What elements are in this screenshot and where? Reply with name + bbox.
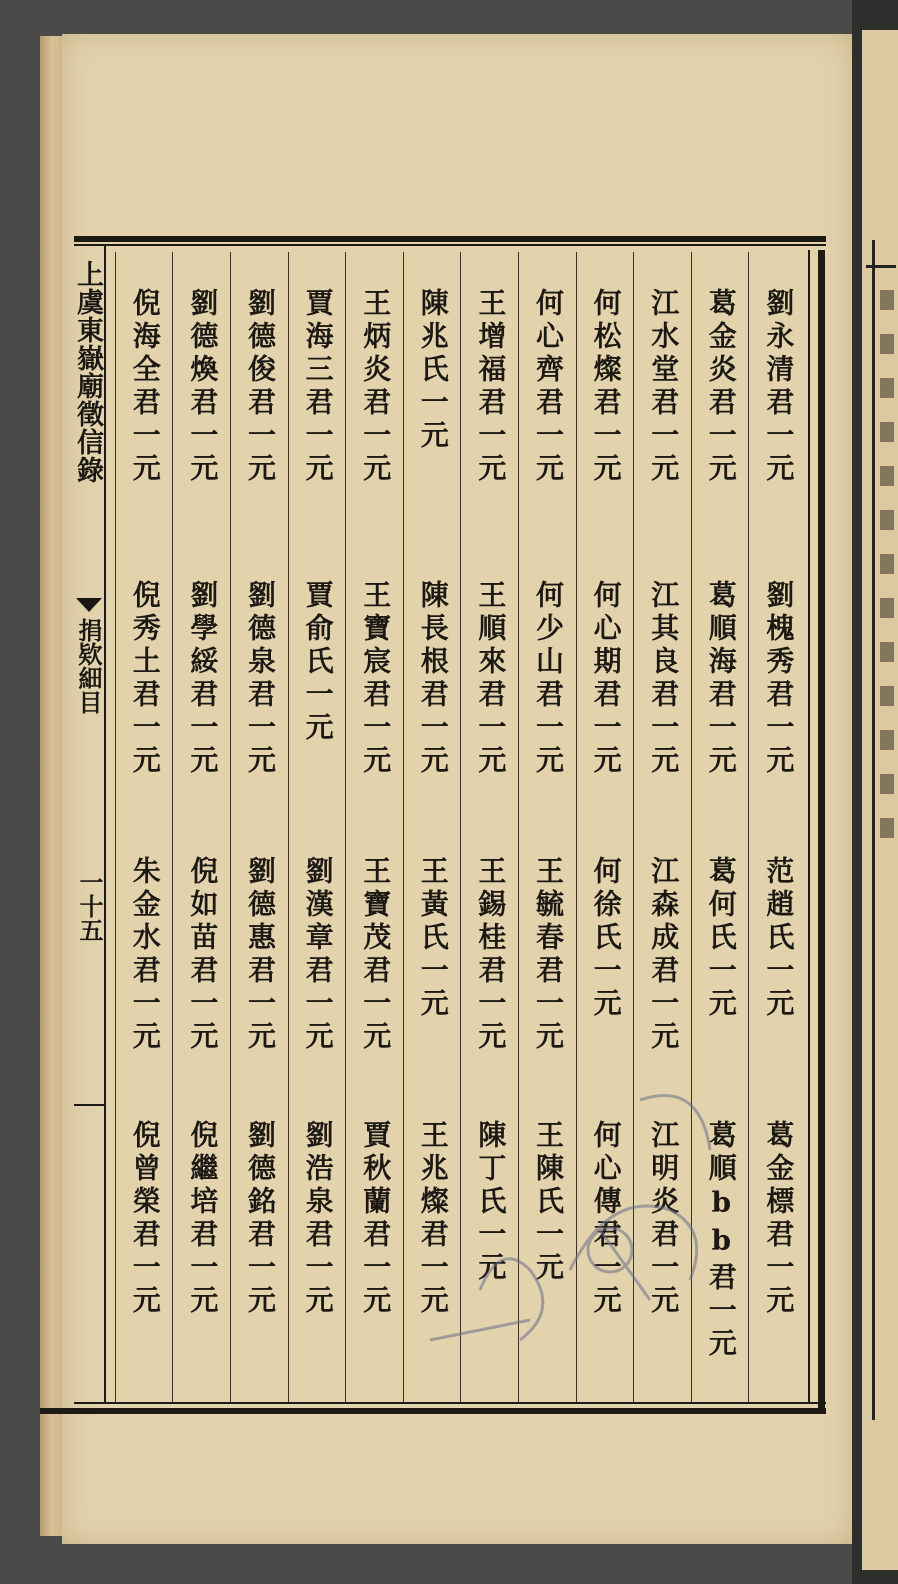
donation-entry: 何徐氏一元 — [589, 856, 623, 1021]
donation-entry: 劉永清君一元 — [762, 288, 796, 486]
donation-entry: 陳長根君一元 — [416, 580, 450, 778]
donation-entry: 王順來君一元 — [474, 580, 508, 778]
donation-entry: 劉學綏君一元 — [186, 580, 220, 778]
donation-entry: 劉德泉君一元 — [244, 580, 277, 778]
frame-right-rule-thin — [808, 250, 810, 1404]
fishtail-mark — [76, 598, 102, 612]
donation-entry: 劉德俊君一元 — [244, 288, 277, 486]
donation-entry: 賈海三君一元 — [301, 288, 335, 486]
donation-entry: 倪海全君一元 — [128, 288, 162, 486]
section-title: 捐欵細目 — [74, 618, 103, 714]
donation-entry: 葛金炎君一元 — [704, 288, 738, 486]
adjacent-page-text — [880, 290, 894, 850]
donation-entry: 倪如苗君一元 — [186, 856, 220, 1054]
donation-entry: 何少山君一元 — [532, 580, 565, 778]
donation-entry: 王寶宸君一元 — [359, 580, 393, 778]
library-stamp — [410, 1040, 740, 1370]
donation-entry: 劉德煥君一元 — [186, 288, 220, 486]
donation-entry: 何松燦君一元 — [589, 288, 623, 486]
donation-entry: 劉浩泉君一元 — [301, 1120, 335, 1318]
frame-bottom-rule-thin — [74, 1402, 826, 1404]
donation-entry: 江其良君一元 — [647, 580, 681, 778]
donation-entry: 王錫桂君一元 — [474, 856, 508, 1054]
donation-entry: 葛順海君一元 — [704, 580, 738, 778]
donation-entry: 王炳炎君一元 — [359, 288, 393, 486]
donation-entry: 江水堂君一元 — [647, 288, 681, 486]
donation-entry: 王黃氏一元 — [416, 856, 450, 1021]
donation-entry: 葛金標君一元 — [762, 1120, 796, 1318]
donation-entry: 劉槐秀君一元 — [762, 580, 796, 778]
margin-rule — [74, 1104, 104, 1106]
donation-entry: 葛順bb君一元 — [704, 1120, 738, 1361]
donation-entry: 賈俞氏一元 — [301, 580, 335, 745]
donation-entry: 何心齊君一元 — [532, 288, 565, 486]
page-number: 一十五 — [75, 870, 104, 942]
donation-entry: 倪繼培君一元 — [186, 1120, 220, 1318]
donation-entry: 劉漢章君一元 — [301, 856, 335, 1054]
frame-right-rule — [818, 250, 825, 1410]
donation-entry: 何心期君一元 — [589, 580, 623, 778]
donation-entry: 何心傳君一元 — [589, 1120, 623, 1318]
donation-entry: 陳兆氏一元 — [416, 288, 450, 453]
page-margin-heading — [74, 250, 104, 1404]
frame-top-rule — [74, 236, 826, 242]
adjacent-page-border — [872, 240, 875, 1420]
donation-entry: 葛何氏一元 — [704, 856, 738, 1021]
donation-entry: 王毓春君一元 — [532, 856, 565, 1054]
donation-entry: 王寶茂君一元 — [359, 856, 393, 1054]
donation-entry: 賈秋蘭君一元 — [359, 1120, 393, 1318]
donation-entry: 范趙氏一元 — [762, 856, 796, 1021]
frame-left-rule — [104, 246, 106, 1404]
donation-entry: 江森成君一元 — [647, 856, 681, 1054]
donation-entry: 倪曾榮君一元 — [128, 1120, 162, 1318]
book-title: 上虞東嶽廟徵信錄 — [72, 260, 103, 484]
donation-entry: 劉德惠君一元 — [244, 856, 277, 1054]
donation-entry: 倪秀土君一元 — [128, 580, 162, 778]
donation-entry: 陳丁氏一元 — [474, 1120, 508, 1285]
donation-entry: 江明炎君一元 — [647, 1120, 681, 1318]
donation-entry: 王陳氏一元 — [532, 1120, 565, 1285]
adjacent-page-border-top — [866, 265, 896, 268]
donation-entry: 王兆燦君一元 — [416, 1120, 450, 1318]
donation-entry: 劉德銘君一元 — [244, 1120, 277, 1318]
donation-entry: 朱金水君一元 — [128, 856, 162, 1054]
donation-entry: 王增福君一元 — [474, 288, 508, 486]
frame-top-rule-thin — [74, 244, 826, 246]
frame-bottom-rule — [40, 1408, 826, 1414]
adjacent-page — [862, 30, 898, 1570]
